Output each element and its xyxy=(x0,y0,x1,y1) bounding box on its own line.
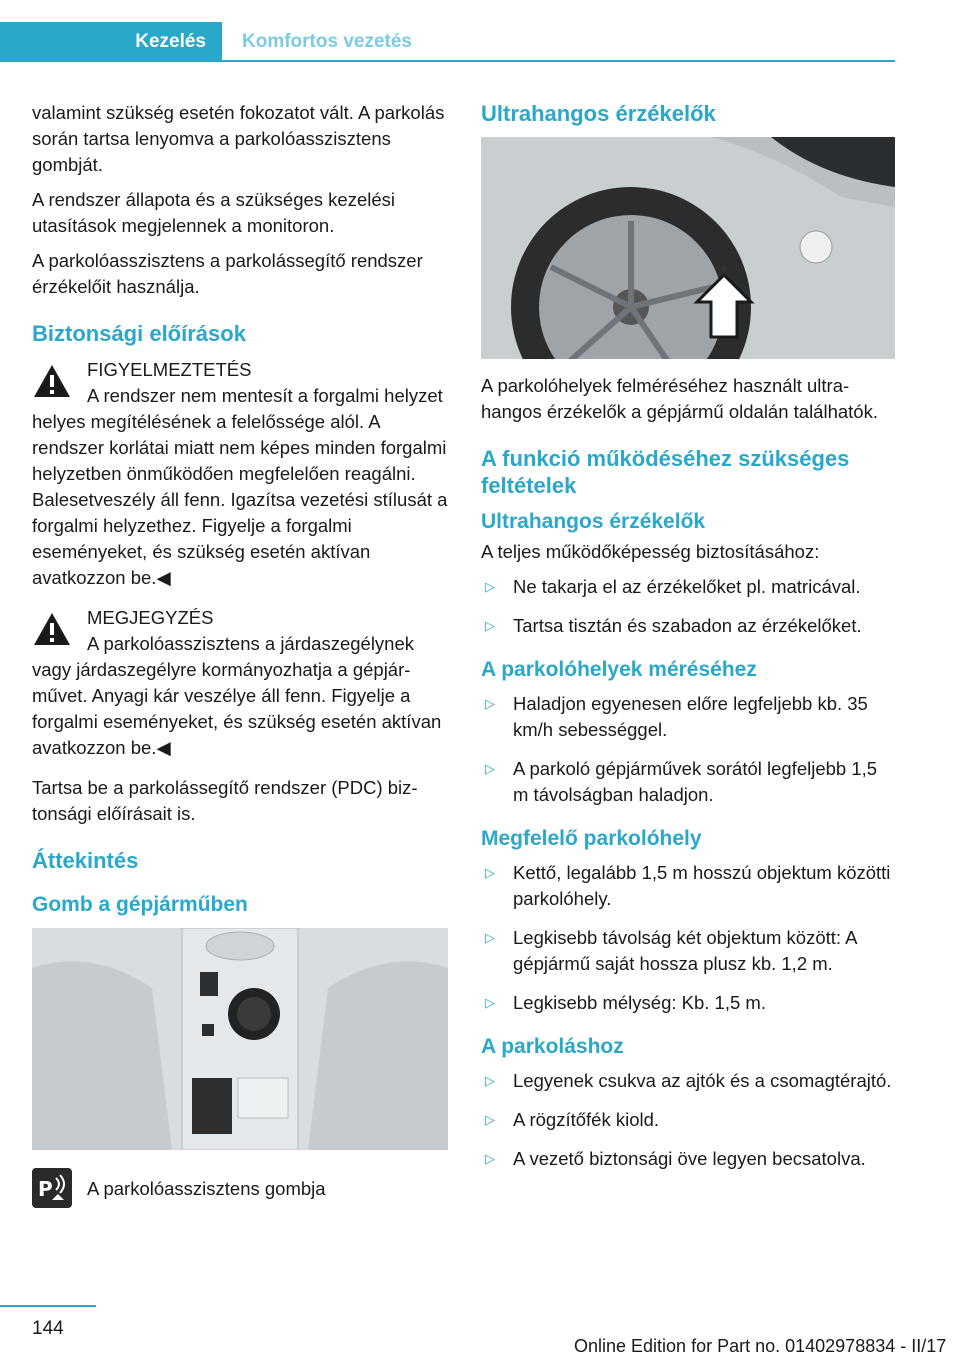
image-caption: A parkolóasszisztens gombja xyxy=(87,1178,326,1199)
warning-block xyxy=(32,357,448,591)
list-item: ▷ Tartsa tisztán és szabadon az érzékelőket. xyxy=(481,613,895,639)
list-item: ▷ Ne takarja el az érzékelőket pl. matricával. xyxy=(481,574,895,600)
list-item: ▷ Legkisebb mélység: Kb. 1,5 m. xyxy=(481,990,895,1016)
bullet-triangle-icon: ▷ xyxy=(485,1073,495,1088)
note-title: MEGJEGYZÉS xyxy=(87,607,214,628)
heading-button: Gomb a gépjárműben xyxy=(32,893,248,916)
header-divider xyxy=(222,60,895,62)
paragraph: valamint szükség esetén fokozatot vált. A parkolás során tartsa lenyomva a parkolóasszisztens gombját. xyxy=(32,102,445,175)
right-column xyxy=(481,100,895,1185)
list-item: ▷ Legkisebb távolság két objektum között: A gépjármű saját hossza plusz kb. 1,2 m. xyxy=(485,927,857,974)
edition-text: Online Edition for Part no. 01402978834 - II/17 xyxy=(574,1336,947,1356)
list-item: ▷ A parkoló gépjárművek sorától legfeljebb 1,5 m távolságban haladjon. xyxy=(485,758,878,805)
paragraph: A parkolóhelyek felméréséhez használt ultrahangos érzékelők a gépjármű oldalán találhatók. xyxy=(481,375,878,422)
warning-title: FIGYELMEZTETÉS xyxy=(87,359,252,380)
bullet-triangle-icon: ▷ xyxy=(485,696,495,711)
car-illustration xyxy=(481,137,895,359)
car-sensor-photo xyxy=(481,137,895,359)
list-item: ▷ Kettő, legalább 1,5 m hosszú objektum közötti parkolóhely. xyxy=(485,862,891,909)
bullet-triangle-icon: ▷ xyxy=(485,865,495,880)
paragraph: A parkolóasszisztens a parkolássegítő rendszer érzékelőit használja. xyxy=(32,250,423,297)
bullet-list xyxy=(481,860,895,1016)
note-body: A parkolóasszisztens a járdaszegélynek vagy járdaszegélyre kormányozhatja a gépjárművet. Anyagi kár veszélye áll fenn. Figyelje a forgalmi eseményeket, és szükség esetén aktívan avatkozzon be.◀ xyxy=(32,633,442,758)
warning-triangle-icon xyxy=(32,361,72,401)
console-photo xyxy=(32,928,448,1150)
heading-suitable: Megfelelő parkolóhely xyxy=(481,827,702,850)
list-item: ▷ Legyenek csukva az ajtók és a csomagtérajtó. xyxy=(481,1068,895,1094)
paragraph: Tartsa be a parkolássegítő rendszer (PDC) biztonsági előírásait is. xyxy=(32,777,418,824)
paragraph: A teljes működőképesség biztosításához: xyxy=(481,541,820,562)
bullet-triangle-icon: ▷ xyxy=(485,579,495,594)
caption-row xyxy=(32,1168,448,1208)
heading-measure: A parkolóhelyek méréséhez xyxy=(481,658,757,681)
heading-parking: A parkoláshoz xyxy=(481,1035,624,1058)
warning-body: A rendszer nem mentesít a forgalmi helyzet helyes megítélésének a felelőssége alól. A rendszer korlátai miatt nem képes minden forgalmi helyzetben önműködően megfelelően reagálni. Balesetveszély áll fenn. Igazítsa vezetési stílusát a forgalmi helyzethez. Figyelje a forgalmi eseményeket, és szükség esetén aktívan avatkozzon be.◀ xyxy=(32,385,448,588)
heading-safety: Biztonsági előírások xyxy=(32,321,246,346)
console-illustration xyxy=(32,928,448,1150)
bullet-list xyxy=(481,574,895,639)
bullet-list xyxy=(481,691,895,808)
heading-ultrasonic-2: Ultrahangos érzékelők xyxy=(481,510,706,533)
parking-assistant-icon xyxy=(32,1168,72,1208)
footer-divider xyxy=(0,1305,96,1307)
section-tab-inactive: Komfortos vezetés xyxy=(242,31,412,52)
svg-text:P: P xyxy=(38,1177,53,1201)
heading-overview: Áttekintés xyxy=(32,848,139,873)
list-item: ▷ A rögzítőfék kiold. xyxy=(481,1107,895,1133)
list-item: ▷ A vezető biztonsági öve legyen becsatolva. xyxy=(481,1146,895,1172)
paragraph: A rendszer állapota és a szükséges kezelési utasítások megjelennek a monitoron. xyxy=(32,189,396,236)
bullet-triangle-icon: ▷ xyxy=(485,995,495,1010)
bullet-list xyxy=(481,1068,895,1172)
page-header xyxy=(0,0,960,62)
bullet-triangle-icon: ▷ xyxy=(485,618,495,633)
heading-ultrasonic: Ultrahangos érzékelők xyxy=(481,101,716,126)
note-block xyxy=(32,605,448,761)
bullet-triangle-icon: ▷ xyxy=(485,930,495,945)
bullet-triangle-icon: ▷ xyxy=(485,1112,495,1127)
heading-conditions: A funkció működéséhez szükséges feltételek xyxy=(481,446,850,498)
bullet-triangle-icon: ▷ xyxy=(485,761,495,776)
list-item: ▷ Haladjon egyenesen előre legfeljebb kb. 35 km/h sebességgel. xyxy=(485,693,868,740)
warning-triangle-icon xyxy=(32,609,72,649)
left-column xyxy=(32,100,448,1208)
bullet-triangle-icon: ▷ xyxy=(485,1151,495,1166)
section-tab-active: Kezelés xyxy=(0,22,222,62)
page-number: 144 xyxy=(32,1318,64,1339)
